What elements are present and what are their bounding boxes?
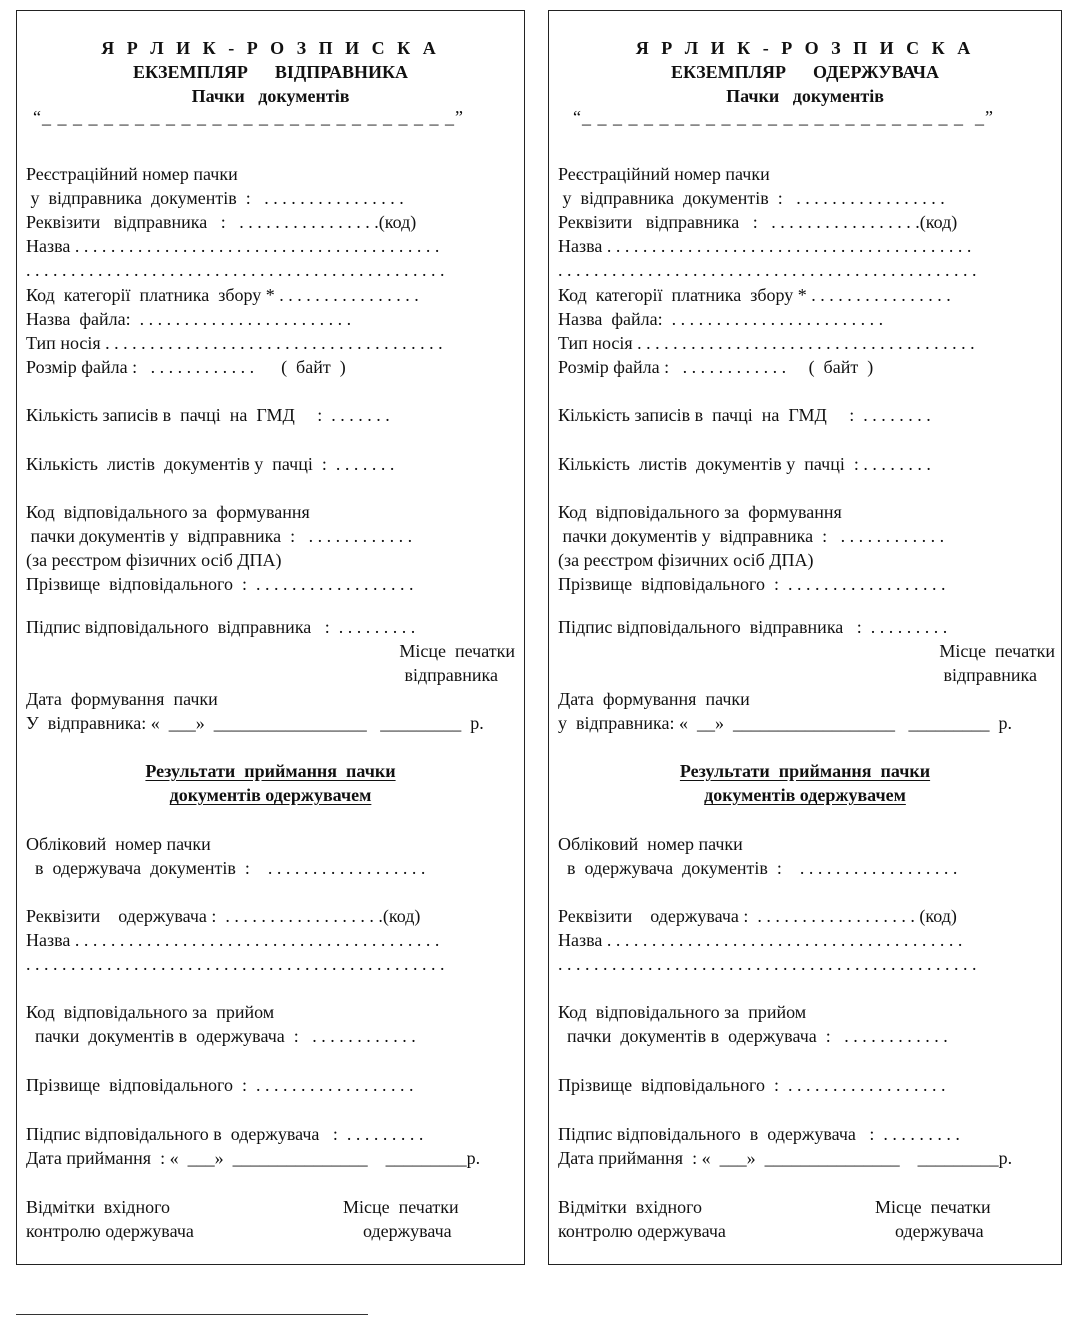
form-subtitle: Пачки документів [191, 86, 350, 106]
receipt-responsible-field: пачки документів в одержувача : . . . . . . . . . . . . [26, 1026, 416, 1046]
reg-number-label: Реєстраційний номер пачки [558, 164, 770, 184]
reg-number-field: у відправника документів : . . . . . . . . . . . . . . . . [26, 188, 404, 208]
sender-signature-field: Підпис відповідального відправника : . . . . . . . . . [558, 617, 948, 637]
form-subtitle: Пачки документів [726, 86, 884, 106]
file-name-field: Назва файла: . . . . . . . . . . . . . . . . . . . . . . . . [558, 309, 884, 329]
responsible-surname-field: Прізвище відповідального : . . . . . . . . . . . . . . . . . . [558, 574, 946, 594]
registry-note: (за реєстром фізичних осіб ДПА) [558, 550, 814, 570]
reg-number-field: у відправника документів : . . . . . . . . . . . . . . . . . [558, 188, 945, 208]
sender-details-field: Реквізити відправника : . . . . . . . . . . . . . . . .(код) [26, 212, 417, 232]
results-heading-line2: документів одержувачем [704, 785, 906, 805]
input-control-label: Відмітки вхідного [558, 1197, 703, 1217]
media-type-field: Тип носія . . . . . . . . . . . . . . . . . . . . . . . . . . . . . . . . . . . . . . [558, 333, 975, 353]
sheets-count-field: Кількість листів документів у пачці : . . . . . . . [26, 454, 395, 474]
receipt-responsible-label: Код відповідального за прийом [558, 1002, 807, 1022]
footnote-separator [16, 1314, 368, 1315]
receipt-date-field: Дата приймання : « ___» _______________ _________р. [558, 1148, 1013, 1168]
sender-name-field: Назва . . . . . . . . . . . . . . . . . . . . . . . . . . . . . . . . . . . . . . . . . [558, 236, 972, 256]
results-heading: Результати приймання пачки [145, 761, 396, 781]
sender-name-field: Назва . . . . . . . . . . . . . . . . . . . . . . . . . . . . . . . . . . . . . . . . . [26, 236, 440, 256]
results-heading: Результати приймання пачки [679, 761, 931, 781]
sender-name-continuation: . . . . . . . . . . . . . . . . . . . . . . . . . . . . . . . . . . . . . . . . . . . . . . . [26, 260, 445, 280]
copy-label: ЕКЗЕМПЛЯР ОДЕРЖУВАЧА [671, 62, 939, 82]
receiver-details-field: Реквізити одержувача : . . . . . . . . . . . . . . . . . .(код) [26, 906, 421, 926]
receipt-responsible-label: Код відповідального за прийом [26, 1002, 275, 1022]
stamp-place-owner: відправника [404, 665, 498, 685]
responsible-code-field: пачки документів у відправника : . . . . . . . . . . . . [558, 526, 945, 546]
responsible-code-field: пачки документів у відправника : . . . . . . . . . . . . [26, 526, 413, 546]
formation-date-field: У відправника: « ___» _________________ _________ р. [26, 713, 484, 733]
form-title: Я Р Л И К - Р О З П И С К А [635, 38, 975, 58]
media-type-field: Тип носія . . . . . . . . . . . . . . . . . . . . . . . . . . . . . . . . . . . . . . [26, 333, 443, 353]
receiver-stamp-label: Місце печатки [343, 1197, 459, 1217]
responsible-surname-field: Прізвище відповідального : . . . . . . . . . . . . . . . . . . [26, 574, 414, 594]
account-number-field: в одержувача документів : . . . . . . . . . . . . . . . . . . [558, 858, 958, 878]
receiver-name-continuation: . . . . . . . . . . . . . . . . . . . . . . . . . . . . . . . . . . . . . . . . . . . . . . . [558, 954, 977, 974]
records-count-field: Кількість записів в пачці на ГМД : . . . . . . . . [558, 405, 931, 425]
account-number-label: Обліковий номер пачки [558, 834, 743, 854]
formation-date-label: Дата формування пачки [26, 689, 218, 709]
sender-name-continuation: . . . . . . . . . . . . . . . . . . . . . . . . . . . . . . . . . . . . . . . . . . . . . . . [558, 260, 977, 280]
receiver-name-field: Назва . . . . . . . . . . . . . . . . . . . . . . . . . . . . . . . . . . . . . . . . . [26, 930, 440, 950]
receiver-name-continuation: . . . . . . . . . . . . . . . . . . . . . . . . . . . . . . . . . . . . . . . . . . . . . . . [26, 954, 445, 974]
input-control-label-line2: контролю одержувача [26, 1221, 194, 1241]
file-name-field: Назва файла: . . . . . . . . . . . . . . . . . . . . . . . . [26, 309, 352, 329]
packet-name-line: “_ _ _ _ _ _ _ _ _ _ _ _ _ _ _ _ _ _ _ _ _ _ _ _ _ _” [573, 107, 994, 127]
copy-label: ЕКЗЕМПЛЯР ВІДПРАВНИКА [132, 62, 409, 82]
input-control-label-line2: контролю одержувача [558, 1221, 726, 1241]
stamp-place-label: Місце печатки [399, 641, 515, 661]
responsible-code-label: Код відповідального за формування [558, 502, 842, 522]
receipt-responsible-field: пачки документів в одержувача : . . . . . . . . . . . . [558, 1026, 948, 1046]
sender-signature-field: Підпис відповідального відправника : . . . . . . . . . [26, 617, 416, 637]
receipt-date-field: Дата приймання : « ___» _______________ _________р. [26, 1148, 481, 1168]
results-heading-line2: документів одержувачем [169, 785, 372, 805]
payer-category-field: Код категорії платника збору * . . . . . . . . . . . . . . . . [558, 285, 951, 305]
reg-number-label: Реєстраційний номер пачки [26, 164, 238, 184]
sender-copy-panel [16, 10, 525, 1265]
responsible-code-label: Код відповідального за формування [26, 502, 310, 522]
file-size-field: Розмір файла : . . . . . . . . . . . . ( байт ) [26, 357, 346, 377]
stamp-place-owner: відправника [943, 665, 1037, 685]
receiver-details-field: Реквізити одержувача : . . . . . . . . . . . . . . . . . . (код) [558, 906, 957, 926]
receiver-stamp-label: Місце печатки [875, 1197, 991, 1217]
sender-details-field: Реквізити відправника : . . . . . . . . . . . . . . . . .(код) [558, 212, 958, 232]
receiver-surname-field: Прізвище відповідального : . . . . . . . . . . . . . . . . . . [558, 1075, 946, 1095]
account-number-label: Обліковий номер пачки [26, 834, 211, 854]
receiver-signature-field: Підпис відповідального в одержувача : . . . . . . . . . [26, 1124, 424, 1144]
input-control-label: Відмітки вхідного [26, 1197, 171, 1217]
records-count-field: Кількість записів в пачці на ГМД : . . . . . . . [26, 405, 390, 425]
receiver-stamp-owner: одержувача [363, 1221, 452, 1241]
stamp-place-label: Місце печатки [939, 641, 1055, 661]
payer-category-field: Код категорії платника збору * . . . . . . . . . . . . . . . . [26, 285, 419, 305]
receiver-copy-panel [548, 10, 1062, 1265]
packet-name-line: “_ _ _ _ _ _ _ _ _ _ _ _ _ _ _ _ _ _ _ _ _ _ _ _ _ _ _” [33, 107, 464, 127]
formation-date-label: Дата формування пачки [558, 689, 750, 709]
registry-note: (за реєстром фізичних осіб ДПА) [26, 550, 282, 570]
receiver-name-field: Назва . . . . . . . . . . . . . . . . . . . . . . . . . . . . . . . . . . . . . . . . [558, 930, 963, 950]
formation-date-field: у відправника: « __» __________________ _________ р. [558, 713, 1013, 733]
file-size-field: Розмір файла : . . . . . . . . . . . . ( байт ) [558, 357, 874, 377]
receiver-surname-field: Прізвище відповідального : . . . . . . . . . . . . . . . . . . [26, 1075, 414, 1095]
form-title: Я Р Л И К - Р О З П И С К А [101, 38, 440, 58]
sheets-count-field: Кількість листів документів у пачці : . . . . . . . . [558, 454, 931, 474]
receiver-signature-field: Підпис відповідального в одержувача : . . . . . . . . . [558, 1124, 960, 1144]
account-number-field: в одержувача документів : . . . . . . . . . . . . . . . . . . [26, 858, 426, 878]
receiver-stamp-owner: одержувача [895, 1221, 984, 1241]
